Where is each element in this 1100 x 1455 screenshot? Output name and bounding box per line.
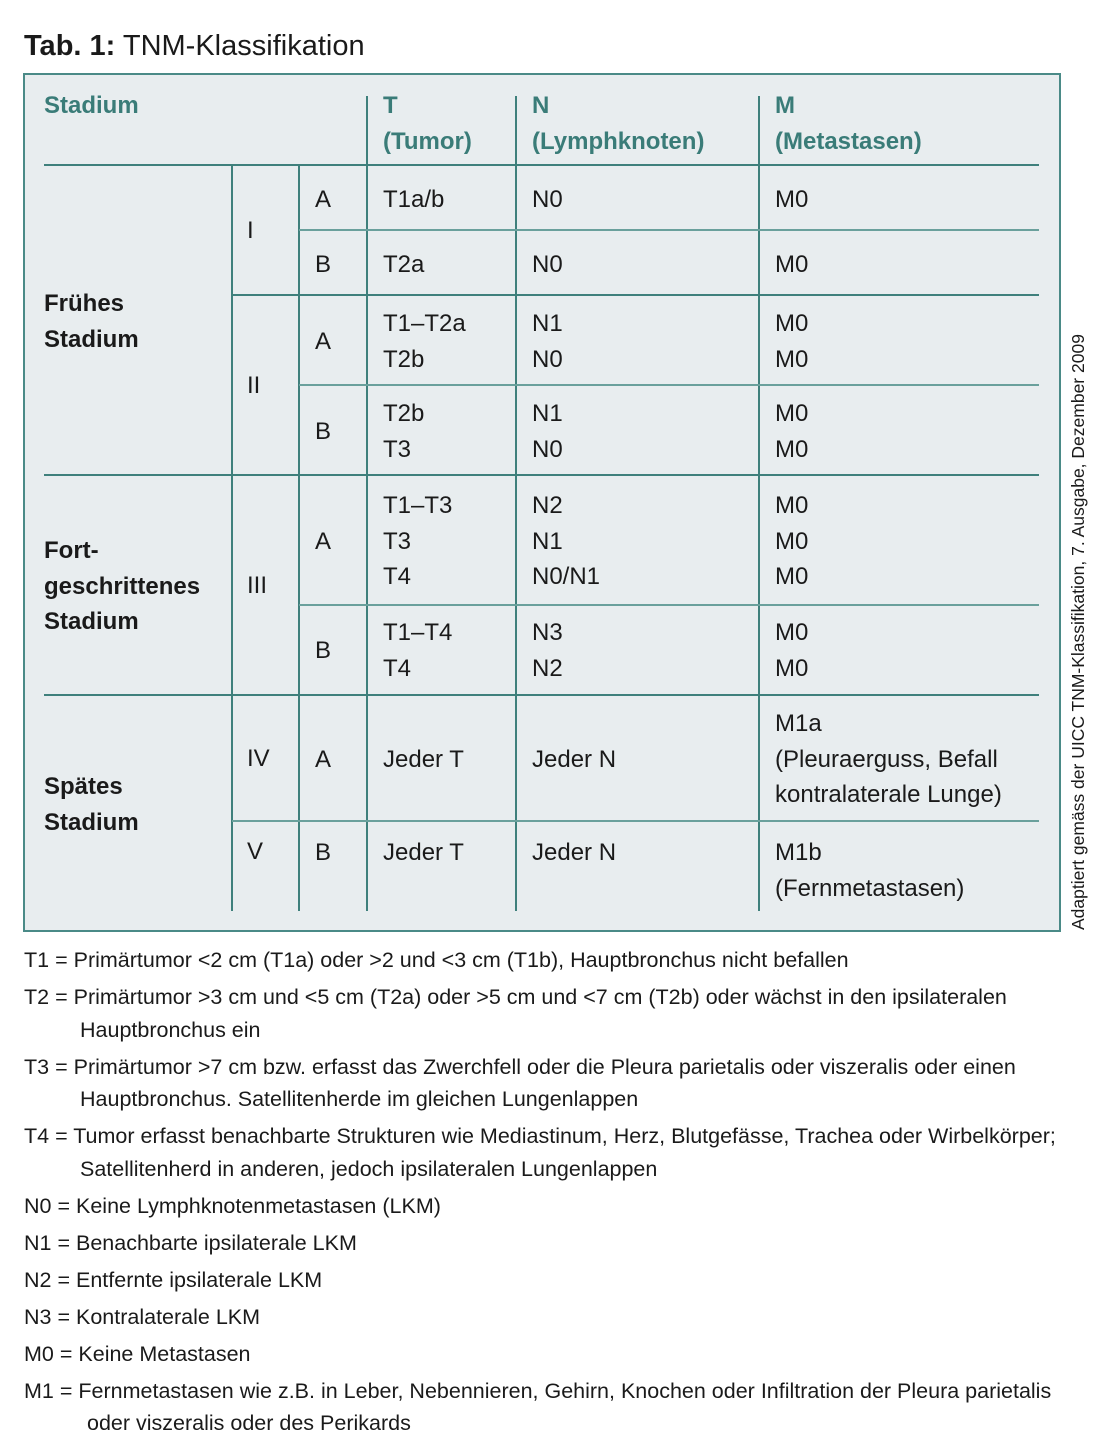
table-title bbox=[24, 28, 365, 64]
cell-n bbox=[532, 835, 616, 871]
header-n-letter: N bbox=[532, 92, 550, 119]
cell-n bbox=[532, 306, 563, 377]
group-label-line: geschrittenes bbox=[44, 572, 201, 600]
cell-line: N1 bbox=[532, 527, 563, 555]
group-label-advanced bbox=[44, 533, 200, 640]
footnote-key: M1 = bbox=[24, 1378, 73, 1403]
cell-m bbox=[775, 615, 808, 686]
col-divider-n bbox=[515, 96, 517, 911]
cell-t bbox=[383, 835, 464, 871]
footnote-key: N2 = bbox=[24, 1267, 71, 1292]
cell-line: M0 bbox=[775, 527, 809, 555]
footnote-key: N3 = bbox=[24, 1304, 71, 1329]
table-number: Tab. 1: bbox=[24, 30, 116, 62]
footnote bbox=[24, 981, 1084, 1046]
cell-line: N1 bbox=[532, 310, 563, 337]
cell-n bbox=[532, 488, 600, 595]
table-title-text: TNM-Klassifikation bbox=[122, 30, 365, 62]
cell-line: T1–T4 bbox=[383, 619, 453, 646]
cell-line: M1b bbox=[775, 839, 822, 866]
substage-label: B bbox=[315, 839, 332, 866]
footnote-key: M0 = bbox=[24, 1341, 73, 1366]
cell-line: M0 bbox=[775, 345, 809, 373]
cell-m bbox=[775, 247, 808, 283]
group-label-early bbox=[44, 286, 139, 357]
cell-line: M0 bbox=[775, 186, 809, 213]
footnote bbox=[24, 1301, 1084, 1334]
footnote bbox=[24, 1338, 1084, 1371]
cell-line: M0 bbox=[775, 251, 809, 278]
footnote bbox=[24, 1190, 1084, 1223]
cell-line: T3 bbox=[383, 435, 412, 463]
footnote bbox=[24, 944, 1084, 977]
footnote bbox=[24, 1227, 1084, 1260]
footnote-key: N0 = bbox=[24, 1193, 71, 1218]
cell-n bbox=[532, 615, 563, 686]
group-label-line: Stadium bbox=[44, 608, 139, 635]
group-label-line: Stadium bbox=[44, 808, 139, 836]
cell-m bbox=[775, 706, 1002, 813]
footnote-text: Fernmetastasen wie z.B. in Leber, Nebennieren, Gehirn, Knochen oder Infiltration der Pleura parietalis oder viszeralis oder des Perikards bbox=[78, 1378, 1052, 1435]
row-divider bbox=[232, 820, 1039, 822]
footnote-key: T3 = bbox=[24, 1054, 68, 1079]
cell-line: M0 bbox=[775, 400, 809, 427]
cell-line: T2b bbox=[383, 345, 425, 373]
col-divider-t bbox=[366, 96, 368, 911]
cell-m bbox=[775, 182, 808, 218]
col-divider-sub bbox=[298, 166, 300, 911]
footnote-text: Benachbarte ipsilaterale LKM bbox=[76, 1230, 357, 1255]
group-label-line: Fort- bbox=[44, 537, 99, 564]
cell-line: M0 bbox=[775, 654, 809, 682]
cell-line: M0 bbox=[775, 563, 809, 590]
row-divider bbox=[299, 384, 1039, 386]
cell-line: T2b bbox=[383, 400, 425, 427]
substage-label: B bbox=[315, 251, 332, 278]
footnotes bbox=[24, 944, 1084, 1444]
cell-line: N0/N1 bbox=[532, 563, 601, 590]
cell-line: T2a bbox=[383, 251, 425, 278]
group-label-late bbox=[44, 769, 139, 840]
source-note: Adaptiert gemäss der UICC TNM-Klassifikation, 7. Ausgabe, Dezember 2009 bbox=[1068, 334, 1088, 930]
cell-line: N0 bbox=[532, 251, 563, 278]
stage-number: V bbox=[247, 838, 264, 865]
substage-label: B bbox=[315, 636, 332, 664]
cell-t bbox=[383, 488, 452, 595]
cell-t bbox=[383, 615, 452, 686]
cell-line: N2 bbox=[532, 492, 563, 519]
stage-number: I bbox=[247, 217, 254, 244]
footnote-text: Entfernte ipsilaterale LKM bbox=[76, 1267, 323, 1292]
footnote bbox=[24, 1120, 1084, 1185]
header-t-desc: (Tumor) bbox=[383, 127, 472, 155]
row-divider bbox=[232, 294, 1039, 296]
cell-line: M0 bbox=[775, 310, 809, 337]
cell-n bbox=[532, 742, 616, 778]
cell-line: T4 bbox=[383, 563, 412, 590]
cell-n bbox=[532, 182, 563, 218]
cell-line: T1–T2a bbox=[383, 310, 466, 337]
footnote-text: Keine Lymphknotenmetastasen (LKM) bbox=[76, 1193, 441, 1218]
group-label-line: Stadium bbox=[44, 325, 139, 353]
footnote-text: Primärtumor >3 cm und <5 cm (T2a) oder >5 cm und <7 cm (T2b) oder wächst in den ipsilateralen Hauptbronchus ein bbox=[73, 985, 1007, 1042]
substage-label: A bbox=[315, 745, 332, 773]
cell-m bbox=[775, 835, 964, 906]
cell-line: kontralaterale Lunge) bbox=[775, 781, 1002, 808]
cell-line: Jeder N bbox=[532, 745, 617, 773]
footnote-key: T4 = bbox=[24, 1124, 68, 1148]
header-n-desc: (Lymphknoten) bbox=[532, 127, 705, 155]
cell-t bbox=[383, 742, 464, 778]
cell-m bbox=[775, 396, 808, 467]
cell-line: (Fernmetastasen) bbox=[775, 874, 965, 902]
group-label-line: Spätes bbox=[44, 773, 123, 800]
footnote-text: Primärtumor >7 cm bzw. erfasst das Zwerchfell oder die Pleura parietalis oder viszeralis oder einen Hauptbronchus. Satellitenherde im gleichen Lungenlappen bbox=[73, 1054, 1016, 1111]
stage-number: IV bbox=[247, 745, 270, 772]
substage-label: B bbox=[315, 417, 332, 445]
cell-line: N0 bbox=[532, 186, 563, 213]
cell-t bbox=[383, 247, 424, 283]
stage-number: II bbox=[247, 372, 261, 399]
header-t bbox=[383, 88, 472, 159]
cell-line: Jeder N bbox=[532, 839, 617, 866]
footnote-text: Kontralaterale LKM bbox=[76, 1304, 261, 1329]
cell-line: (Pleuraerguss, Befall bbox=[775, 745, 998, 773]
cell-line: M1a bbox=[775, 710, 822, 737]
stage-number: III bbox=[247, 572, 268, 599]
header-n bbox=[532, 88, 704, 159]
header-divider bbox=[44, 164, 1039, 166]
substage-label: A bbox=[315, 527, 332, 555]
footnote bbox=[24, 1051, 1084, 1116]
row-divider bbox=[299, 604, 1039, 606]
footnote-key: N1 = bbox=[24, 1230, 71, 1255]
footnote-key: T2 = bbox=[24, 985, 68, 1009]
cell-line: T1a/b bbox=[383, 186, 445, 213]
group-divider bbox=[44, 474, 1039, 476]
cell-line: Jeder T bbox=[383, 839, 464, 866]
cell-line: M0 bbox=[775, 435, 809, 463]
row-divider bbox=[299, 229, 1039, 231]
cell-line: M0 bbox=[775, 619, 809, 646]
footnote-text: Keine Metastasen bbox=[78, 1341, 251, 1366]
cell-line: T3 bbox=[383, 527, 412, 555]
cell-line: T4 bbox=[383, 654, 412, 682]
footnote bbox=[24, 1264, 1084, 1297]
footnote-key: T1 = bbox=[24, 948, 68, 972]
cell-line: M0 bbox=[775, 492, 809, 519]
col-divider-stage bbox=[231, 166, 233, 911]
cell-line: N3 bbox=[532, 619, 563, 646]
cell-line: N1 bbox=[532, 400, 563, 427]
cell-line: N0 bbox=[532, 345, 563, 373]
header-t-letter: T bbox=[383, 92, 398, 119]
cell-t bbox=[383, 306, 466, 377]
cell-line: N0 bbox=[532, 435, 563, 463]
cell-n bbox=[532, 247, 563, 283]
header-m-letter: M bbox=[775, 92, 795, 119]
substage-label: A bbox=[315, 327, 332, 355]
cell-t bbox=[383, 182, 444, 218]
header-stadium: Stadium bbox=[44, 92, 139, 119]
footnote bbox=[24, 1375, 1084, 1440]
header-m bbox=[775, 88, 922, 159]
col-divider-m bbox=[758, 96, 760, 911]
cell-m bbox=[775, 306, 808, 377]
cell-n bbox=[532, 396, 563, 467]
group-label-line: Frühes bbox=[44, 290, 125, 317]
cell-line: T1–T3 bbox=[383, 492, 453, 519]
footnote-text: Primärtumor <2 cm (T1a) oder >2 und <3 cm (T1b), Hauptbronchus nicht befallen bbox=[73, 948, 849, 972]
cell-line: Jeder T bbox=[383, 745, 464, 773]
cell-m bbox=[775, 488, 808, 595]
group-divider bbox=[44, 694, 1039, 696]
substage-label: A bbox=[315, 186, 332, 213]
cell-t bbox=[383, 396, 424, 467]
cell-line: N2 bbox=[532, 654, 563, 682]
header-m-desc: (Metastasen) bbox=[775, 127, 922, 155]
footnote-text: Tumor erfasst benachbarte Strukturen wie Mediastinum, Herz, Blutgefässe, Trachea oder Wirbelkörper; Satellitenherd in anderen, jedoch ipsilateralen Lungenlappen bbox=[73, 1124, 1056, 1181]
